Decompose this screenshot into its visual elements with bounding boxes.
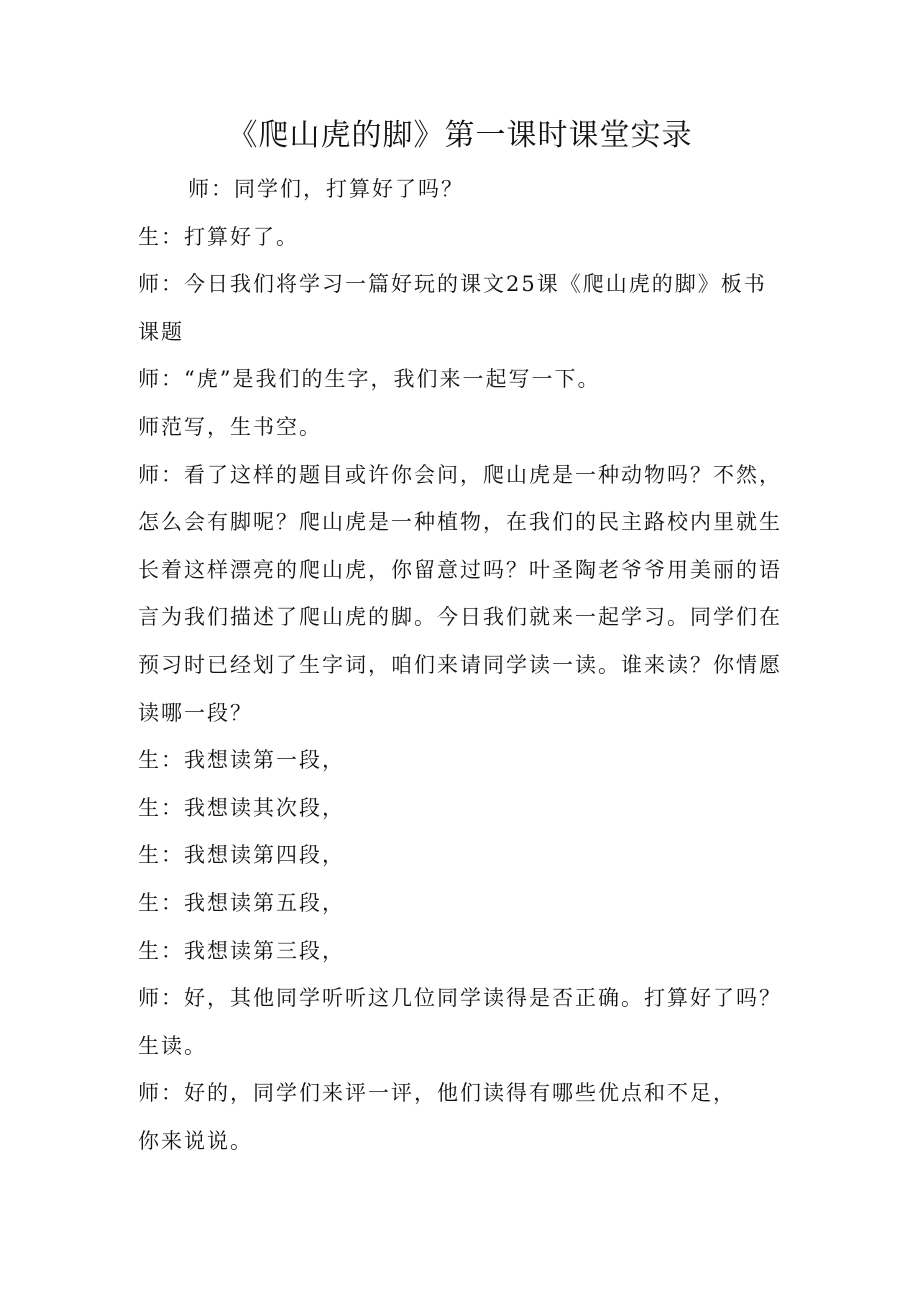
text-line: 生：我想读其次段，: [138, 795, 345, 820]
text-line: 师：好的，同学们来评一评，他们读得有哪些优点和不足，: [138, 1081, 736, 1106]
text-line: 长着这样漂亮的爬山虎，你留意过吗？叶圣陶老爷爷用美丽的语: [138, 557, 782, 582]
text-line: 预习时已经划了生字词，咱们来请同学读一读。谁来读？你情愿: [138, 652, 782, 677]
text-line: 师：今日我们将学习一篇好玩的课文25课《爬山虎的脚》板书: [138, 272, 767, 297]
text-line: 生：我想读第四段，: [138, 843, 345, 868]
text-line: 读哪一段？: [138, 700, 253, 725]
text-line: 生：我想读第三段，: [138, 938, 345, 963]
text-line: 生：我想读第五段，: [138, 890, 345, 915]
text-line: 师：同学们，打算好了吗？: [188, 177, 464, 201]
document-body: [138, 166, 798, 1165]
text-line: 生读。: [138, 1033, 207, 1058]
text-line: 课题: [138, 319, 184, 344]
text-line: 师：“虎”是我们的生字，我们来一起写一下。: [138, 367, 601, 392]
text-line: 生：打算好了。: [138, 224, 299, 249]
document-title: 《爬山虎的脚》第一课时课堂实录: [227, 118, 693, 153]
text-line: 师：好，其他同学听听这几位同学读得是否正确。打算好了吗？: [138, 986, 782, 1011]
text-line: 师范写，生书空。: [138, 414, 322, 439]
text-line: 师：看了这样的题目或许你会问，爬山虎是一种动物吗？不然，: [138, 462, 782, 487]
text-line: 怎么会有脚呢？爬山虎是一种植物，在我们的民主路校内里就生: [138, 510, 782, 535]
text-line: 言为我们描述了爬山虎的脚。今日我们就来一起学习。同学们在: [138, 605, 782, 630]
text-line: 你来说说。: [138, 1128, 253, 1153]
text-line: 生：我想读第一段，: [138, 748, 345, 773]
